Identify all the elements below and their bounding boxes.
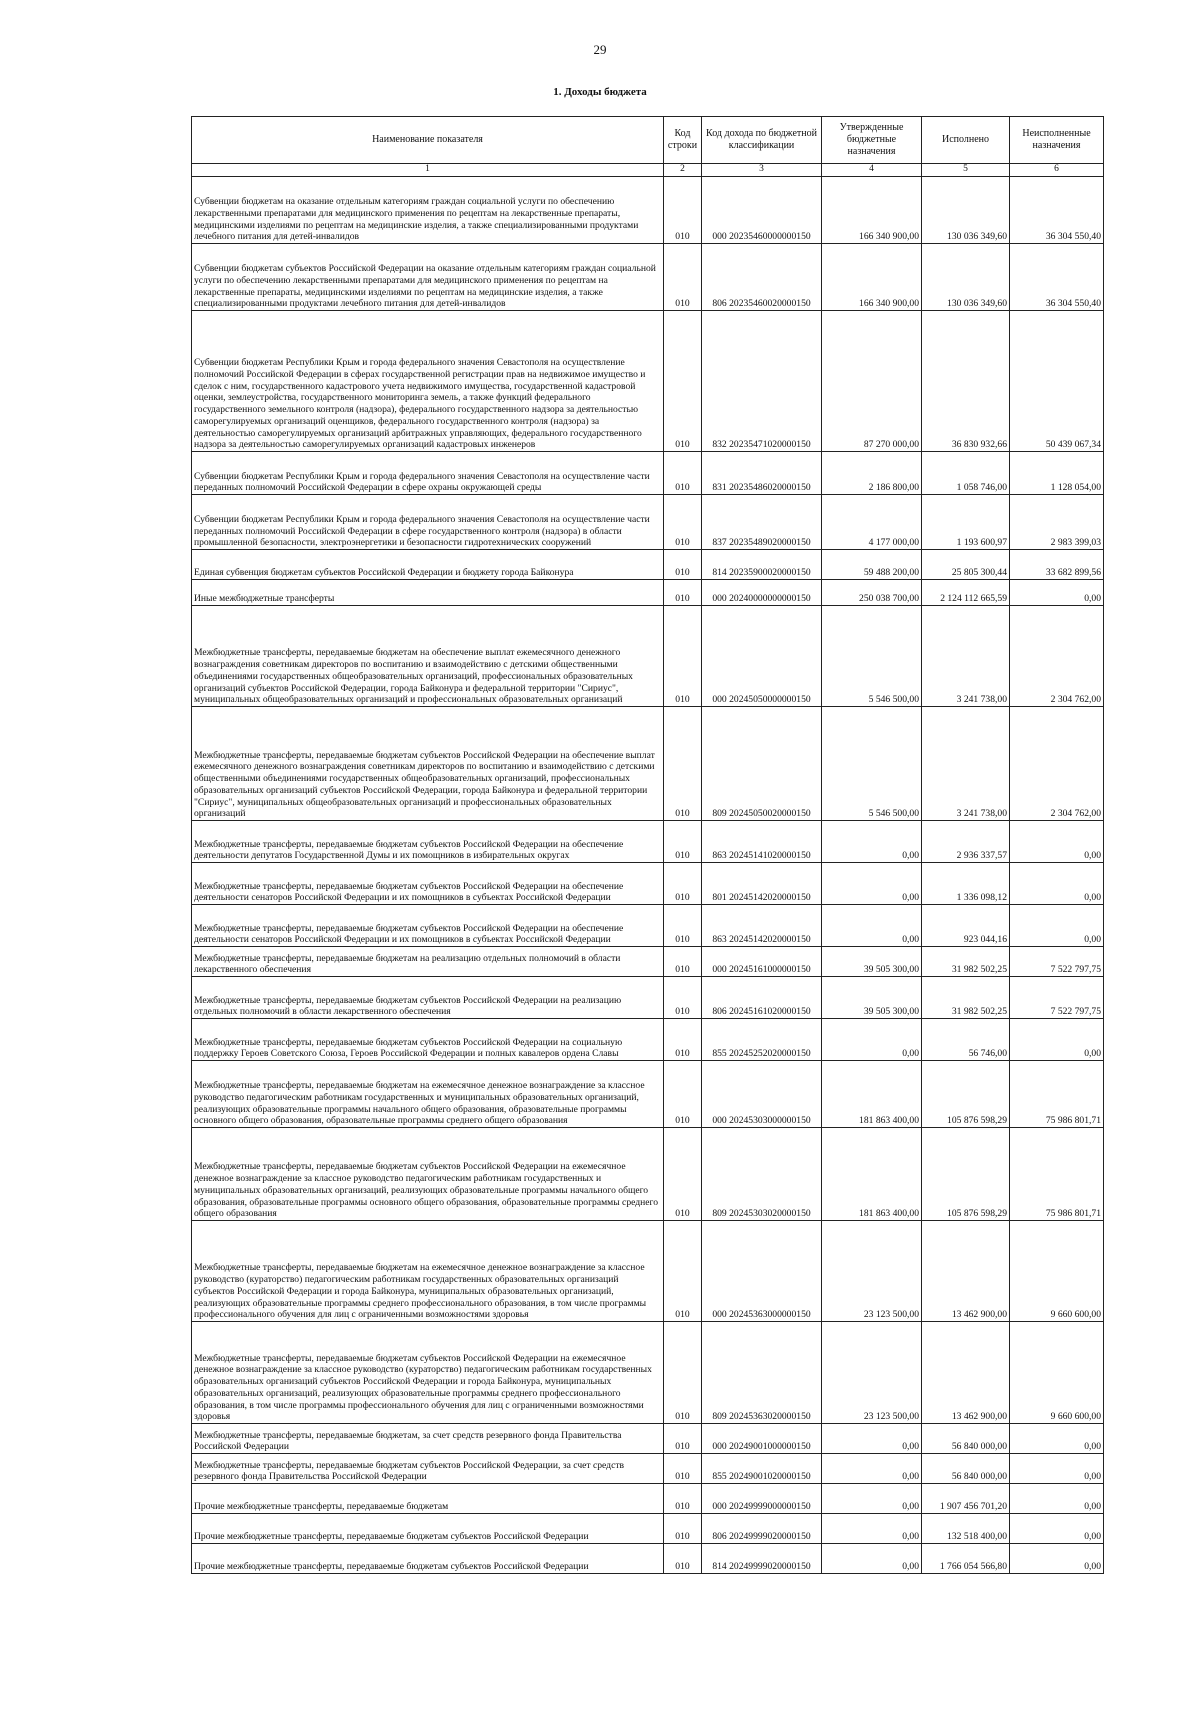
approved-amount: 0,00: [822, 1424, 922, 1454]
approved-amount: 5 546 500,00: [822, 707, 922, 821]
income-code: 806 20235460020000150: [702, 244, 822, 311]
table-row: [192, 863, 1104, 905]
table-row: [192, 947, 1104, 977]
approved-amount: 0,00: [822, 1484, 922, 1514]
income-code: 855 20249001020000150: [702, 1454, 822, 1484]
table-row: [192, 1061, 1104, 1128]
unexecuted-amount: 0,00: [1010, 580, 1104, 606]
executed-amount: 105 876 598,29: [922, 1128, 1010, 1221]
unexecuted-amount: 2 983 399,03: [1010, 495, 1104, 550]
line-code: 010: [664, 1061, 702, 1128]
executed-amount: 31 982 502,25: [922, 977, 1010, 1019]
executed-amount: 105 876 598,29: [922, 1061, 1010, 1128]
unexecuted-amount: 0,00: [1010, 1484, 1104, 1514]
income-code: 000 20245303000000150: [702, 1061, 822, 1128]
approved-amount: 181 863 400,00: [822, 1128, 922, 1221]
table-row: [192, 452, 1104, 495]
table-row: [192, 311, 1104, 452]
indicator-name: Межбюджетные трансферты, передаваемые бюджетам, за счет средств резервного фонда Правительства Российской Федерации: [192, 1424, 664, 1454]
approved-amount: 2 186 800,00: [822, 452, 922, 495]
approved-amount: 5 546 500,00: [822, 606, 922, 707]
income-code: 000 20245161000000150: [702, 947, 822, 977]
executed-amount: 3 241 738,00: [922, 606, 1010, 707]
approved-amount: 0,00: [822, 1514, 922, 1544]
income-code: 814 20249999020000150: [702, 1544, 822, 1574]
header-approved: Утвержденные бюджетные назначения: [822, 117, 922, 164]
table-row: [192, 977, 1104, 1019]
executed-amount: 31 982 502,25: [922, 947, 1010, 977]
unexecuted-amount: 36 304 550,40: [1010, 244, 1104, 311]
indicator-name: Межбюджетные трансферты, передаваемые бюджетам субъектов Российской Федерации на ежемесячное денежное вознаграждение за классное руководство педагогическим работникам государственных и муниципальных образовательных организаций, реализующих образовательные программы начального общего образования, образовательные программы основного общего образования, образовательные программы среднего общего образования: [192, 1128, 664, 1221]
indicator-name: Межбюджетные трансферты, передаваемые бюджетам на обеспечение выплат ежемесячного денежного вознаграждения советникам директоров по воспитанию и взаимодействию с детскими общественными объединениями государственных общеобразовательных организаций, профессиональных образовательных организаций субъектов Российской Федерации, города Байконура и федеральной территории "Сириус", муниципальных общеобразовательных организаций и профессиональных образовательных организаций: [192, 606, 664, 707]
page-number: 29: [593, 42, 607, 57]
executed-amount: 1 193 600,97: [922, 495, 1010, 550]
income-code: 000 20249001000000150: [702, 1424, 822, 1454]
indicator-name: Межбюджетные трансферты, передаваемые бюджетам на ежемесячное денежное вознаграждение за классное руководство (кураторство) педагогическим работникам государственных образовательных организаций субъектов Российской Федерации и города Байконура, муниципальных образовательных организаций, реализующих образовательные программы среднего профессионального образования, в том числе программы профессионального обучения для лиц с ограниченными возможностями здоровья: [192, 1221, 664, 1322]
table-row: [192, 905, 1104, 947]
unexecuted-amount: 2 304 762,00: [1010, 707, 1104, 821]
indicator-name: Межбюджетные трансферты, передаваемые бюджетам субъектов Российской Федерации на обеспечение деятельности депутатов Государственной Думы и их помощников в избирательных округах: [192, 821, 664, 863]
executed-amount: 1 336 098,12: [922, 863, 1010, 905]
table-row: [192, 606, 1104, 707]
income-code: 832 20235471020000150: [702, 311, 822, 452]
table-row: [192, 495, 1104, 550]
indicator-name: Прочие межбюджетные трансферты, передаваемые бюджетам субъектов Российской Федерации: [192, 1544, 664, 1574]
indicator-name: Межбюджетные трансферты, передаваемые бюджетам субъектов Российской Федерации на обеспечение деятельности сенаторов Российской Федерации и их помощников в субъектах Российской Федерации: [192, 905, 664, 947]
unexecuted-amount: 0,00: [1010, 1544, 1104, 1574]
income-code: 855 20245252020000150: [702, 1019, 822, 1061]
income-code: 809 20245363020000150: [702, 1322, 822, 1424]
executed-amount: 1 907 456 701,20: [922, 1484, 1010, 1514]
approved-amount: 0,00: [822, 863, 922, 905]
unexecuted-amount: 75 986 801,71: [1010, 1061, 1104, 1128]
line-code: 010: [664, 244, 702, 311]
header-unexecuted: Неисполненные назначения: [1010, 117, 1104, 164]
approved-amount: 166 340 900,00: [822, 244, 922, 311]
executed-amount: 2 936 337,57: [922, 821, 1010, 863]
indicator-name: Прочие межбюджетные трансферты, передаваемые бюджетам субъектов Российской Федерации: [192, 1514, 664, 1544]
approved-amount: 87 270 000,00: [822, 311, 922, 452]
unexecuted-amount: 0,00: [1010, 1514, 1104, 1544]
income-code: 000 20245050000000150: [702, 606, 822, 707]
approved-amount: 59 488 200,00: [822, 550, 922, 580]
line-code: 010: [664, 1514, 702, 1544]
unexecuted-amount: 75 986 801,71: [1010, 1128, 1104, 1221]
table-row: [192, 1221, 1104, 1322]
line-code: 010: [664, 905, 702, 947]
approved-amount: 39 505 300,00: [822, 977, 922, 1019]
budget-income-table: [191, 116, 1104, 1574]
approved-amount: 0,00: [822, 1019, 922, 1061]
unexecuted-amount: 9 660 600,00: [1010, 1221, 1104, 1322]
executed-amount: 1 058 746,00: [922, 452, 1010, 495]
executed-amount: 2 124 112 665,59: [922, 580, 1010, 606]
income-code: 000 20249999000000150: [702, 1484, 822, 1514]
unexecuted-amount: 0,00: [1010, 1019, 1104, 1061]
executed-amount: 1 766 054 566,80: [922, 1544, 1010, 1574]
approved-amount: 4 177 000,00: [822, 495, 922, 550]
column-number: 1: [192, 164, 664, 177]
column-number: 2: [664, 164, 702, 177]
indicator-name: Субвенции бюджетам на оказание отдельным категориям граждан социальной услуги по обеспечению лекарственными препаратами для медицинского применения по рецептам на лекарственные препараты, медицинскими изделиями по рецептам на медицинские изделия, а также специализированными продуктами лечебного питания для детей-инвалидов: [192, 177, 664, 244]
income-code: 809 20245303020000150: [702, 1128, 822, 1221]
unexecuted-amount: 50 439 067,34: [1010, 311, 1104, 452]
indicator-name: Межбюджетные трансферты, передаваемые бюджетам на реализацию отдельных полномочий в области лекарственного обеспечения: [192, 947, 664, 977]
approved-amount: 39 505 300,00: [822, 947, 922, 977]
unexecuted-amount: 36 304 550,40: [1010, 177, 1104, 244]
table-row: [192, 1454, 1104, 1484]
executed-amount: 25 805 300,44: [922, 550, 1010, 580]
table-row: [192, 1544, 1104, 1574]
executed-amount: 130 036 349,60: [922, 244, 1010, 311]
table-row: [192, 1514, 1104, 1544]
unexecuted-amount: 9 660 600,00: [1010, 1322, 1104, 1424]
executed-amount: 132 518 400,00: [922, 1514, 1010, 1544]
income-code: 863 20245141020000150: [702, 821, 822, 863]
column-number-row: [192, 164, 1104, 177]
executed-amount: 56 746,00: [922, 1019, 1010, 1061]
table-header-row: [192, 117, 1104, 164]
indicator-name: Единая субвенция бюджетам субъектов Российской Федерации и бюджету города Байконура: [192, 550, 664, 580]
header-executed: Исполнено: [922, 117, 1010, 164]
indicator-name: Субвенции бюджетам Республики Крым и города федерального значения Севастополя на осуществление полномочий Российской Федерации в сферах государственной регистрации прав на недвижимое имущество и сделок с ним, государственного кадастрового учета недвижимого имущества, государственной кадастровой оценки, землеустройства, государственного мониторинга земель, а также функций федерального государственного земельного контроля (надзора), федерального государственного надзора за деятельностью саморегулируемых организаций оценщиков, федерального государственного контроля (надзора) за деятельностью саморегулируемых организаций арбитражных управляющих, федерального государственного надзора за деятельностью саморегулируемых организаций кадастровых инженеров: [192, 311, 664, 452]
unexecuted-amount: 7 522 797,75: [1010, 947, 1104, 977]
table-row: [192, 1322, 1104, 1424]
column-number: 3: [702, 164, 822, 177]
column-number: 6: [1010, 164, 1104, 177]
approved-amount: 0,00: [822, 905, 922, 947]
line-code: 010: [664, 1484, 702, 1514]
indicator-name: Межбюджетные трансферты, передаваемые бюджетам субъектов Российской Федерации на обеспечение выплат ежемесячного денежного вознаграждения советникам директоров по воспитанию и взаимодействию с детскими общественными объединениями государственных общеобразовательных организаций, профессиональных образовательных организаций субъектов Российской Федерации, города Байконура и федеральной территории "Сириус", муниципальных общеобразовательных организаций и профессиональных образовательных организаций: [192, 707, 664, 821]
income-code: 806 20245161020000150: [702, 977, 822, 1019]
table-row: [192, 707, 1104, 821]
indicator-name: Межбюджетные трансферты, передаваемые бюджетам субъектов Российской Федерации, за счет средств резервного фонда Правительства Российской Федерации: [192, 1454, 664, 1484]
line-code: 010: [664, 177, 702, 244]
line-code: 010: [664, 580, 702, 606]
line-code: 010: [664, 707, 702, 821]
indicator-name: Иные межбюджетные трансферты: [192, 580, 664, 606]
line-code: 010: [664, 1019, 702, 1061]
unexecuted-amount: 0,00: [1010, 821, 1104, 863]
approved-amount: 23 123 500,00: [822, 1322, 922, 1424]
line-code: 010: [664, 495, 702, 550]
indicator-name: Межбюджетные трансферты, передаваемые бюджетам субъектов Российской Федерации на социальную поддержку Героев Советского Союза, Героев Российской Федерации и полных кавалеров ордена Славы: [192, 1019, 664, 1061]
indicator-name: Субвенции бюджетам Республики Крым и города федерального значения Севастополя на осуществление части переданных полномочий Российской Федерации в сфере охраны окружающей среды: [192, 452, 664, 495]
approved-amount: 250 038 700,00: [822, 580, 922, 606]
income-code: 000 20235460000000150: [702, 177, 822, 244]
executed-amount: 13 462 900,00: [922, 1221, 1010, 1322]
table-row: [192, 244, 1104, 311]
header-income-code: Код дохода по бюджетной классификации: [702, 117, 822, 164]
line-code: 010: [664, 452, 702, 495]
executed-amount: 3 241 738,00: [922, 707, 1010, 821]
header-indicator-name: Наименование показателя: [192, 117, 664, 164]
table-row: [192, 550, 1104, 580]
line-code: 010: [664, 977, 702, 1019]
line-code: 010: [664, 1221, 702, 1322]
indicator-name: Межбюджетные трансферты, передаваемые бюджетам на ежемесячное денежное вознаграждение за классное руководство педагогическим работникам государственных и муниципальных образовательных организаций, реализующих образовательные программы начального общего образования, образовательные программы основного общего образования, образовательные программы среднего общего образования: [192, 1061, 664, 1128]
unexecuted-amount: 2 304 762,00: [1010, 606, 1104, 707]
income-code: 863 20245142020000150: [702, 905, 822, 947]
unexecuted-amount: 0,00: [1010, 905, 1104, 947]
approved-amount: 166 340 900,00: [822, 177, 922, 244]
line-code: 010: [664, 311, 702, 452]
executed-amount: 36 830 932,66: [922, 311, 1010, 452]
income-code: 831 20235486020000150: [702, 452, 822, 495]
approved-amount: 0,00: [822, 1544, 922, 1574]
approved-amount: 181 863 400,00: [822, 1061, 922, 1128]
table-row: [192, 177, 1104, 244]
line-code: 010: [664, 1128, 702, 1221]
income-code: 814 20235900020000150: [702, 550, 822, 580]
unexecuted-amount: 1 128 054,00: [1010, 452, 1104, 495]
executed-amount: 56 840 000,00: [922, 1454, 1010, 1484]
income-code: 837 20235489020000150: [702, 495, 822, 550]
approved-amount: 23 123 500,00: [822, 1221, 922, 1322]
executed-amount: 923 044,16: [922, 905, 1010, 947]
income-code: 000 20245363000000150: [702, 1221, 822, 1322]
indicator-name: Субвенции бюджетам Республики Крым и города федерального значения Севастополя на осуществление части переданных полномочий Российской Федерации в сфере государственного контроля (надзора) в области промышленной безопасности, электроэнергетики и безопасности гидротехнических сооружений: [192, 495, 664, 550]
line-code: 010: [664, 550, 702, 580]
executed-amount: 13 462 900,00: [922, 1322, 1010, 1424]
section-title: 1. Доходы бюджета: [553, 86, 647, 98]
column-number: 5: [922, 164, 1010, 177]
table-row: [192, 1484, 1104, 1514]
table-row: [192, 821, 1104, 863]
line-code: 010: [664, 821, 702, 863]
line-code: 010: [664, 606, 702, 707]
table-row: [192, 1128, 1104, 1221]
unexecuted-amount: 7 522 797,75: [1010, 977, 1104, 1019]
line-code: 010: [664, 1322, 702, 1424]
indicator-name: Прочие межбюджетные трансферты, передаваемые бюджетам: [192, 1484, 664, 1514]
unexecuted-amount: 0,00: [1010, 1454, 1104, 1484]
income-code: 809 20245050020000150: [702, 707, 822, 821]
line-code: 010: [664, 1544, 702, 1574]
income-code: 000 20240000000000150: [702, 580, 822, 606]
indicator-name: Субвенции бюджетам субъектов Российской Федерации на оказание отдельным категориям граждан социальной услуги по обеспечению лекарственными препаратами для медицинского применения по рецептам на лекарственные препараты, медицинскими изделиями по рецептам на медицинские изделия, а также специализированными продуктами лечебного питания для детей-инвалидов: [192, 244, 664, 311]
approved-amount: 0,00: [822, 1454, 922, 1484]
table-row: [192, 1019, 1104, 1061]
unexecuted-amount: 0,00: [1010, 1424, 1104, 1454]
line-code: 010: [664, 1454, 702, 1484]
indicator-name: Межбюджетные трансферты, передаваемые бюджетам субъектов Российской Федерации на обеспечение деятельности сенаторов Российской Федерации и их помощников в субъектах Российской Федерации: [192, 863, 664, 905]
unexecuted-amount: 33 682 899,56: [1010, 550, 1104, 580]
table-row: [192, 580, 1104, 606]
indicator-name: Межбюджетные трансферты, передаваемые бюджетам субъектов Российской Федерации на реализацию отдельных полномочий в области лекарственного обеспечения: [192, 977, 664, 1019]
line-code: 010: [664, 1424, 702, 1454]
line-code: 010: [664, 947, 702, 977]
indicator-name: Межбюджетные трансферты, передаваемые бюджетам субъектов Российской Федерации на ежемесячное денежное вознаграждение за классное руководство (кураторство) педагогическим работникам государственных образовательных организаций субъектов Российской Федерации и города Байконура, муниципальных образовательных организаций, реализующих образовательные программы среднего профессионального образования, в том числе программы профессионального обучения для лиц с ограниченными возможностями здоровья: [192, 1322, 664, 1424]
header-line-code: Код строки: [664, 117, 702, 164]
income-code: 806 20249999020000150: [702, 1514, 822, 1544]
executed-amount: 130 036 349,60: [922, 177, 1010, 244]
unexecuted-amount: 0,00: [1010, 863, 1104, 905]
executed-amount: 56 840 000,00: [922, 1424, 1010, 1454]
approved-amount: 0,00: [822, 821, 922, 863]
column-number: 4: [822, 164, 922, 177]
line-code: 010: [664, 863, 702, 905]
income-code: 801 20245142020000150: [702, 863, 822, 905]
table-row: [192, 1424, 1104, 1454]
